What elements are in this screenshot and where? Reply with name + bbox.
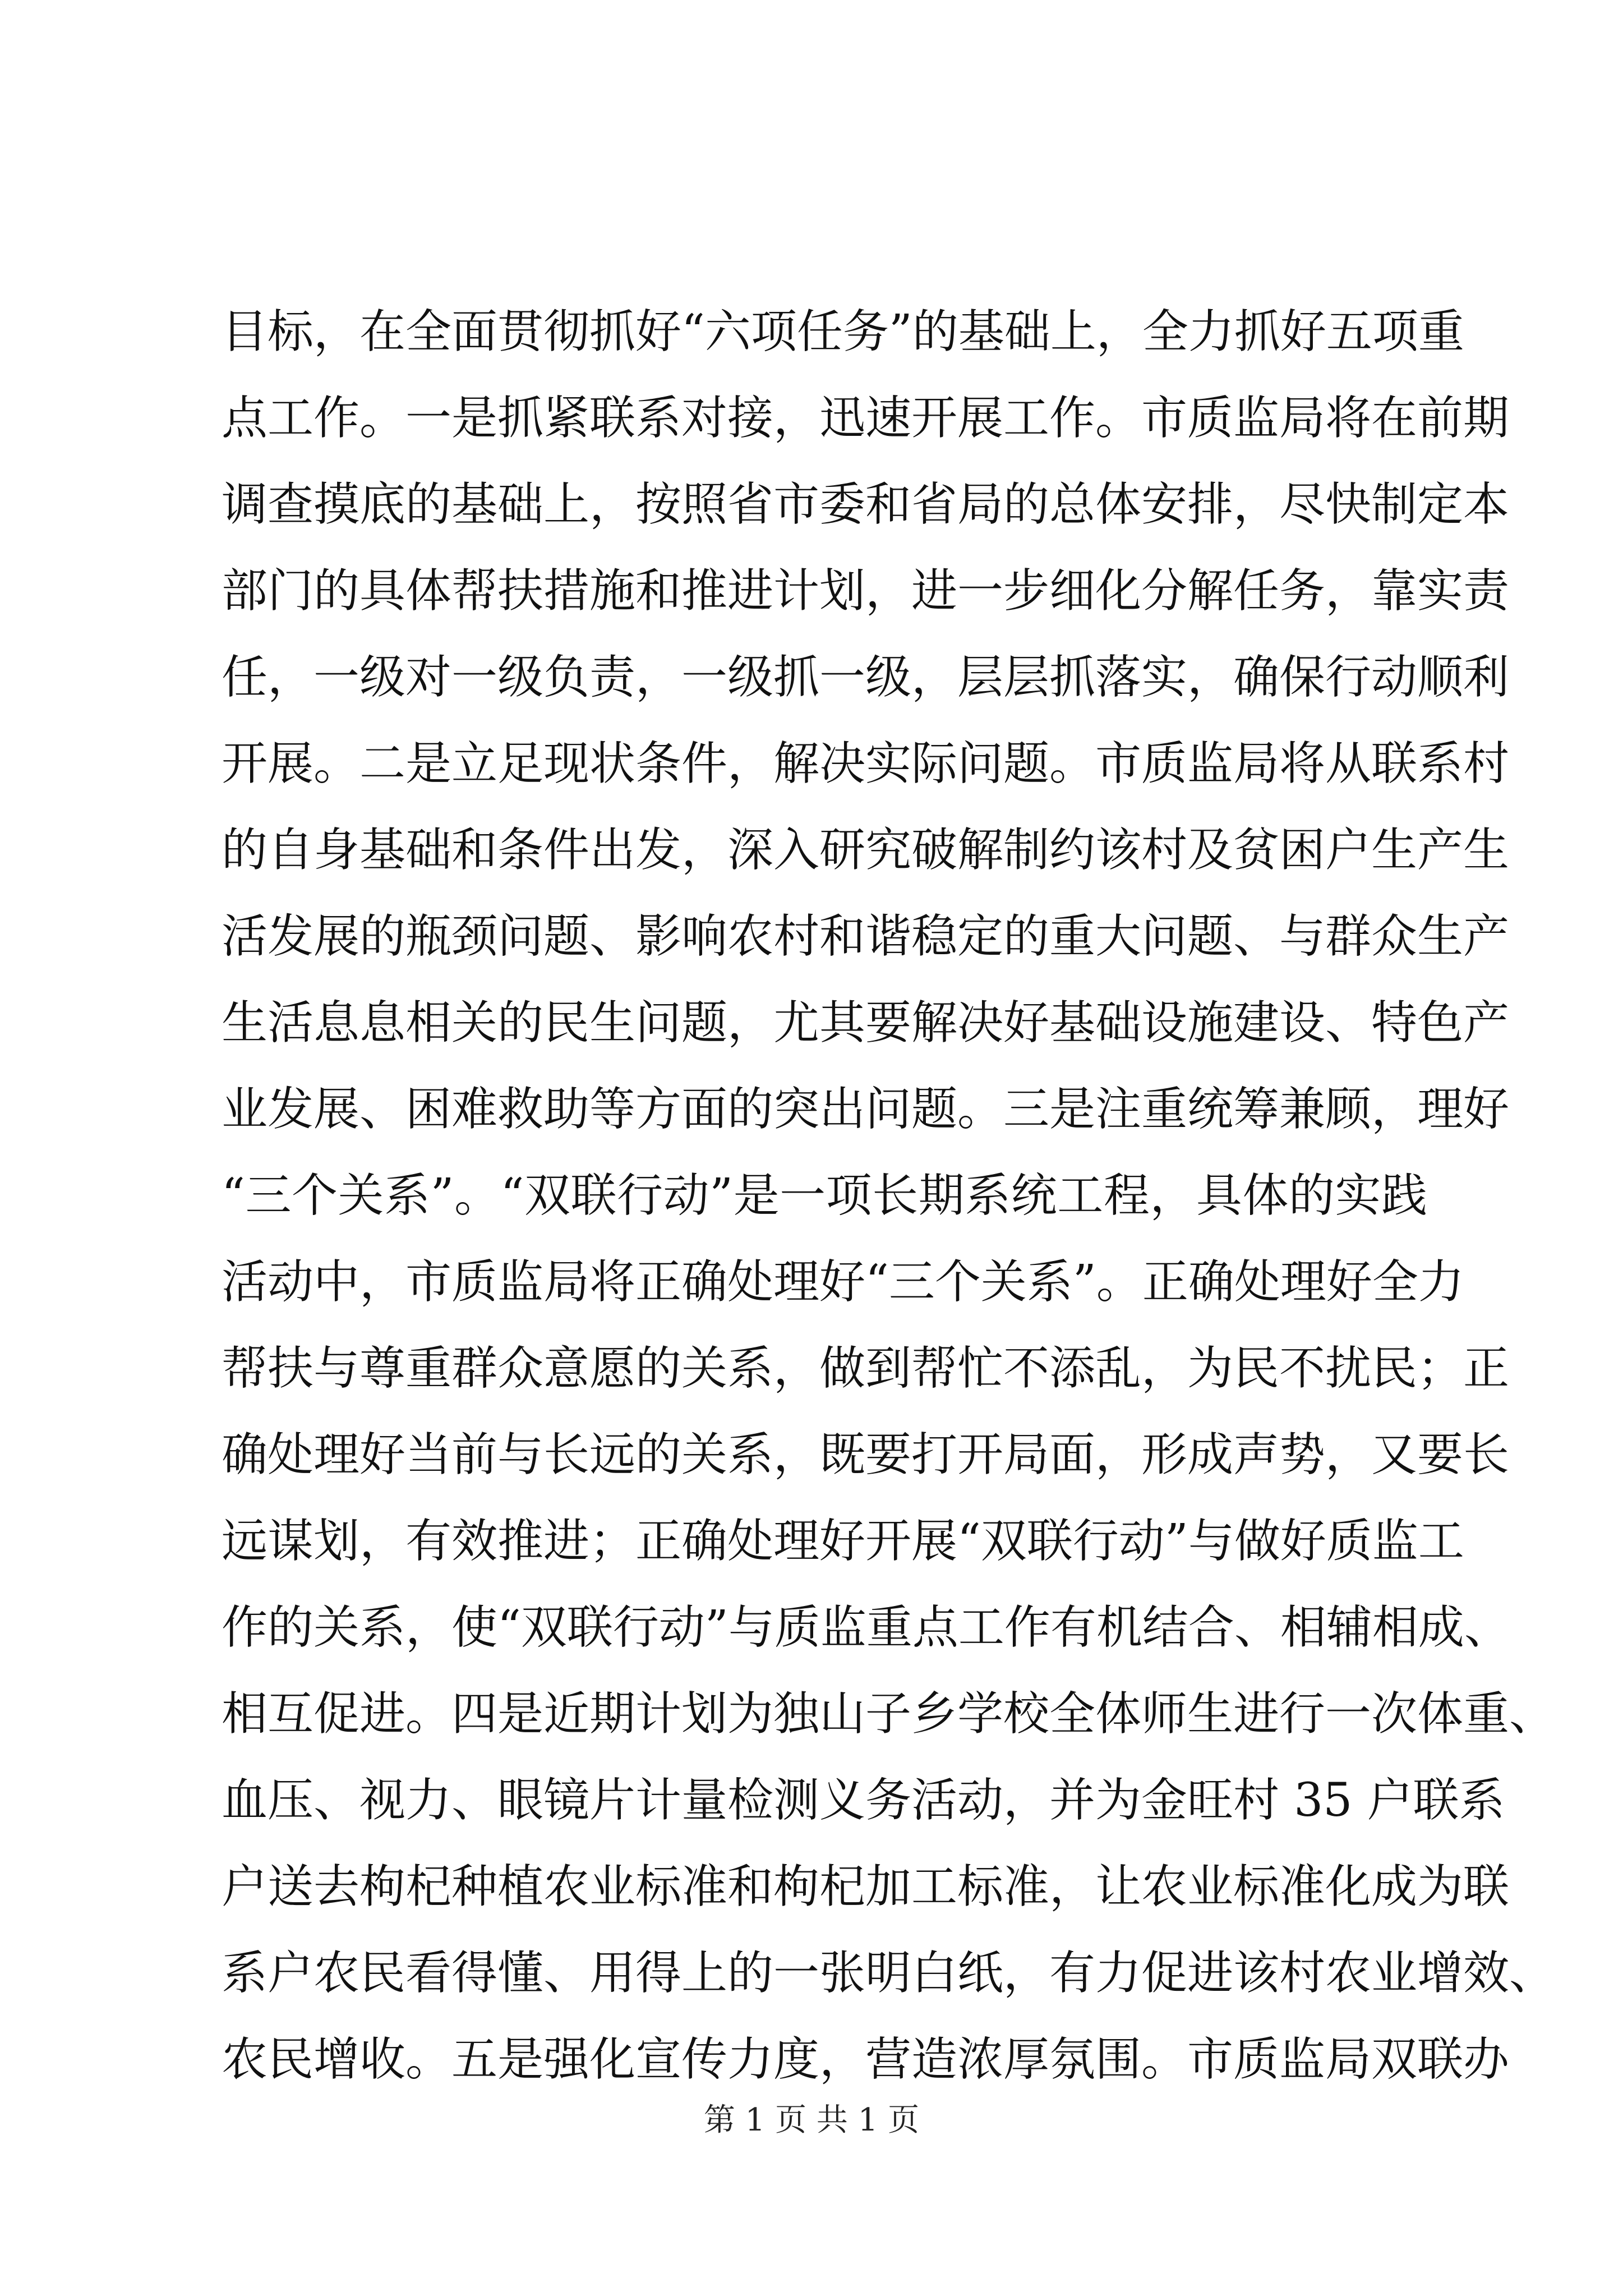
text-line: 点工作。一是抓紧联系对接，迅速开展工作。市质监局将在前期 (222, 392, 1510, 445)
text-line: 系户农民看得懂、用得上的一张明白纸，有力促进该村农业增效、 (222, 1947, 1556, 2000)
text-line: 调查摸底的基础上，按照省市委和省局的总体安排，尽快制定本 (222, 478, 1510, 531)
text-line: “三个关系”。“双联行动”是一项长期系统工程，具体的实践 (222, 1169, 1427, 1222)
text-line: 活发展的瓶颈问题、影响农村和谐稳定的重大问题、与群众生产 (222, 910, 1510, 963)
text-line: 部门的具体帮扶措施和推进计划，进一步细化分解任务，靠实责 (222, 564, 1510, 618)
text-line: 活动中，市质监局将正确处理好“三个关系”。正确处理好全力 (222, 1255, 1464, 1309)
text-line: 任，一级对一级负责，一级抓一级，层层抓落实，确保行动顺利 (222, 651, 1510, 704)
text-line: 的自身基础和条件出发，深入研究破解制约该村及贫困户生产生 (222, 823, 1510, 877)
text-line: 帮扶与尊重群众意愿的关系，做到帮忙不添乱，为民不扰民；正 (222, 1342, 1510, 1395)
text-line: 作的关系，使“双联行动”与质监重点工作有机结合、相辅相成、 (222, 1601, 1510, 1654)
text-line: 目标，在全面贯彻抓好“六项任务”的基础上，全力抓好五项重 (222, 305, 1464, 358)
text-line: 血压、视力、眼镜片计量检测义务活动，并为金旺村 35 户联系 (222, 1774, 1505, 1827)
page-footer: 第 1 页 共 1 页 (703, 2102, 920, 2138)
text-line: 确处理好当前与长远的关系，既要打开局面，形成声势，又要长 (222, 1428, 1510, 1481)
text-line: 户送去枸杞种植农业标准和枸杞加工标准，让农业标准化成为联 (222, 1860, 1510, 1913)
text-line: 相互促进。四是近期计划为独山子乡学校全体师生进行一次体重、 (222, 1687, 1556, 1741)
text-line: 业发展、困难救助等方面的突出问题。三是注重统筹兼顾，理好 (222, 1083, 1510, 1136)
body-paragraph (222, 289, 1556, 2103)
text-line: 农民增收。五是强化宣传力度，营造浓厚氛围。市质监局双联办 (222, 2033, 1510, 2086)
text-line: 远谋划，有效推进；正确处理好开展“双联行动”与做好质监工 (222, 1515, 1464, 1568)
text-line: 开展。二是立足现状条件，解决实际问题。市质监局将从联系村 (222, 737, 1510, 790)
text-line: 生活息息相关的民生问题，尤其要解决好基础设施建设、特色产 (222, 996, 1510, 1050)
